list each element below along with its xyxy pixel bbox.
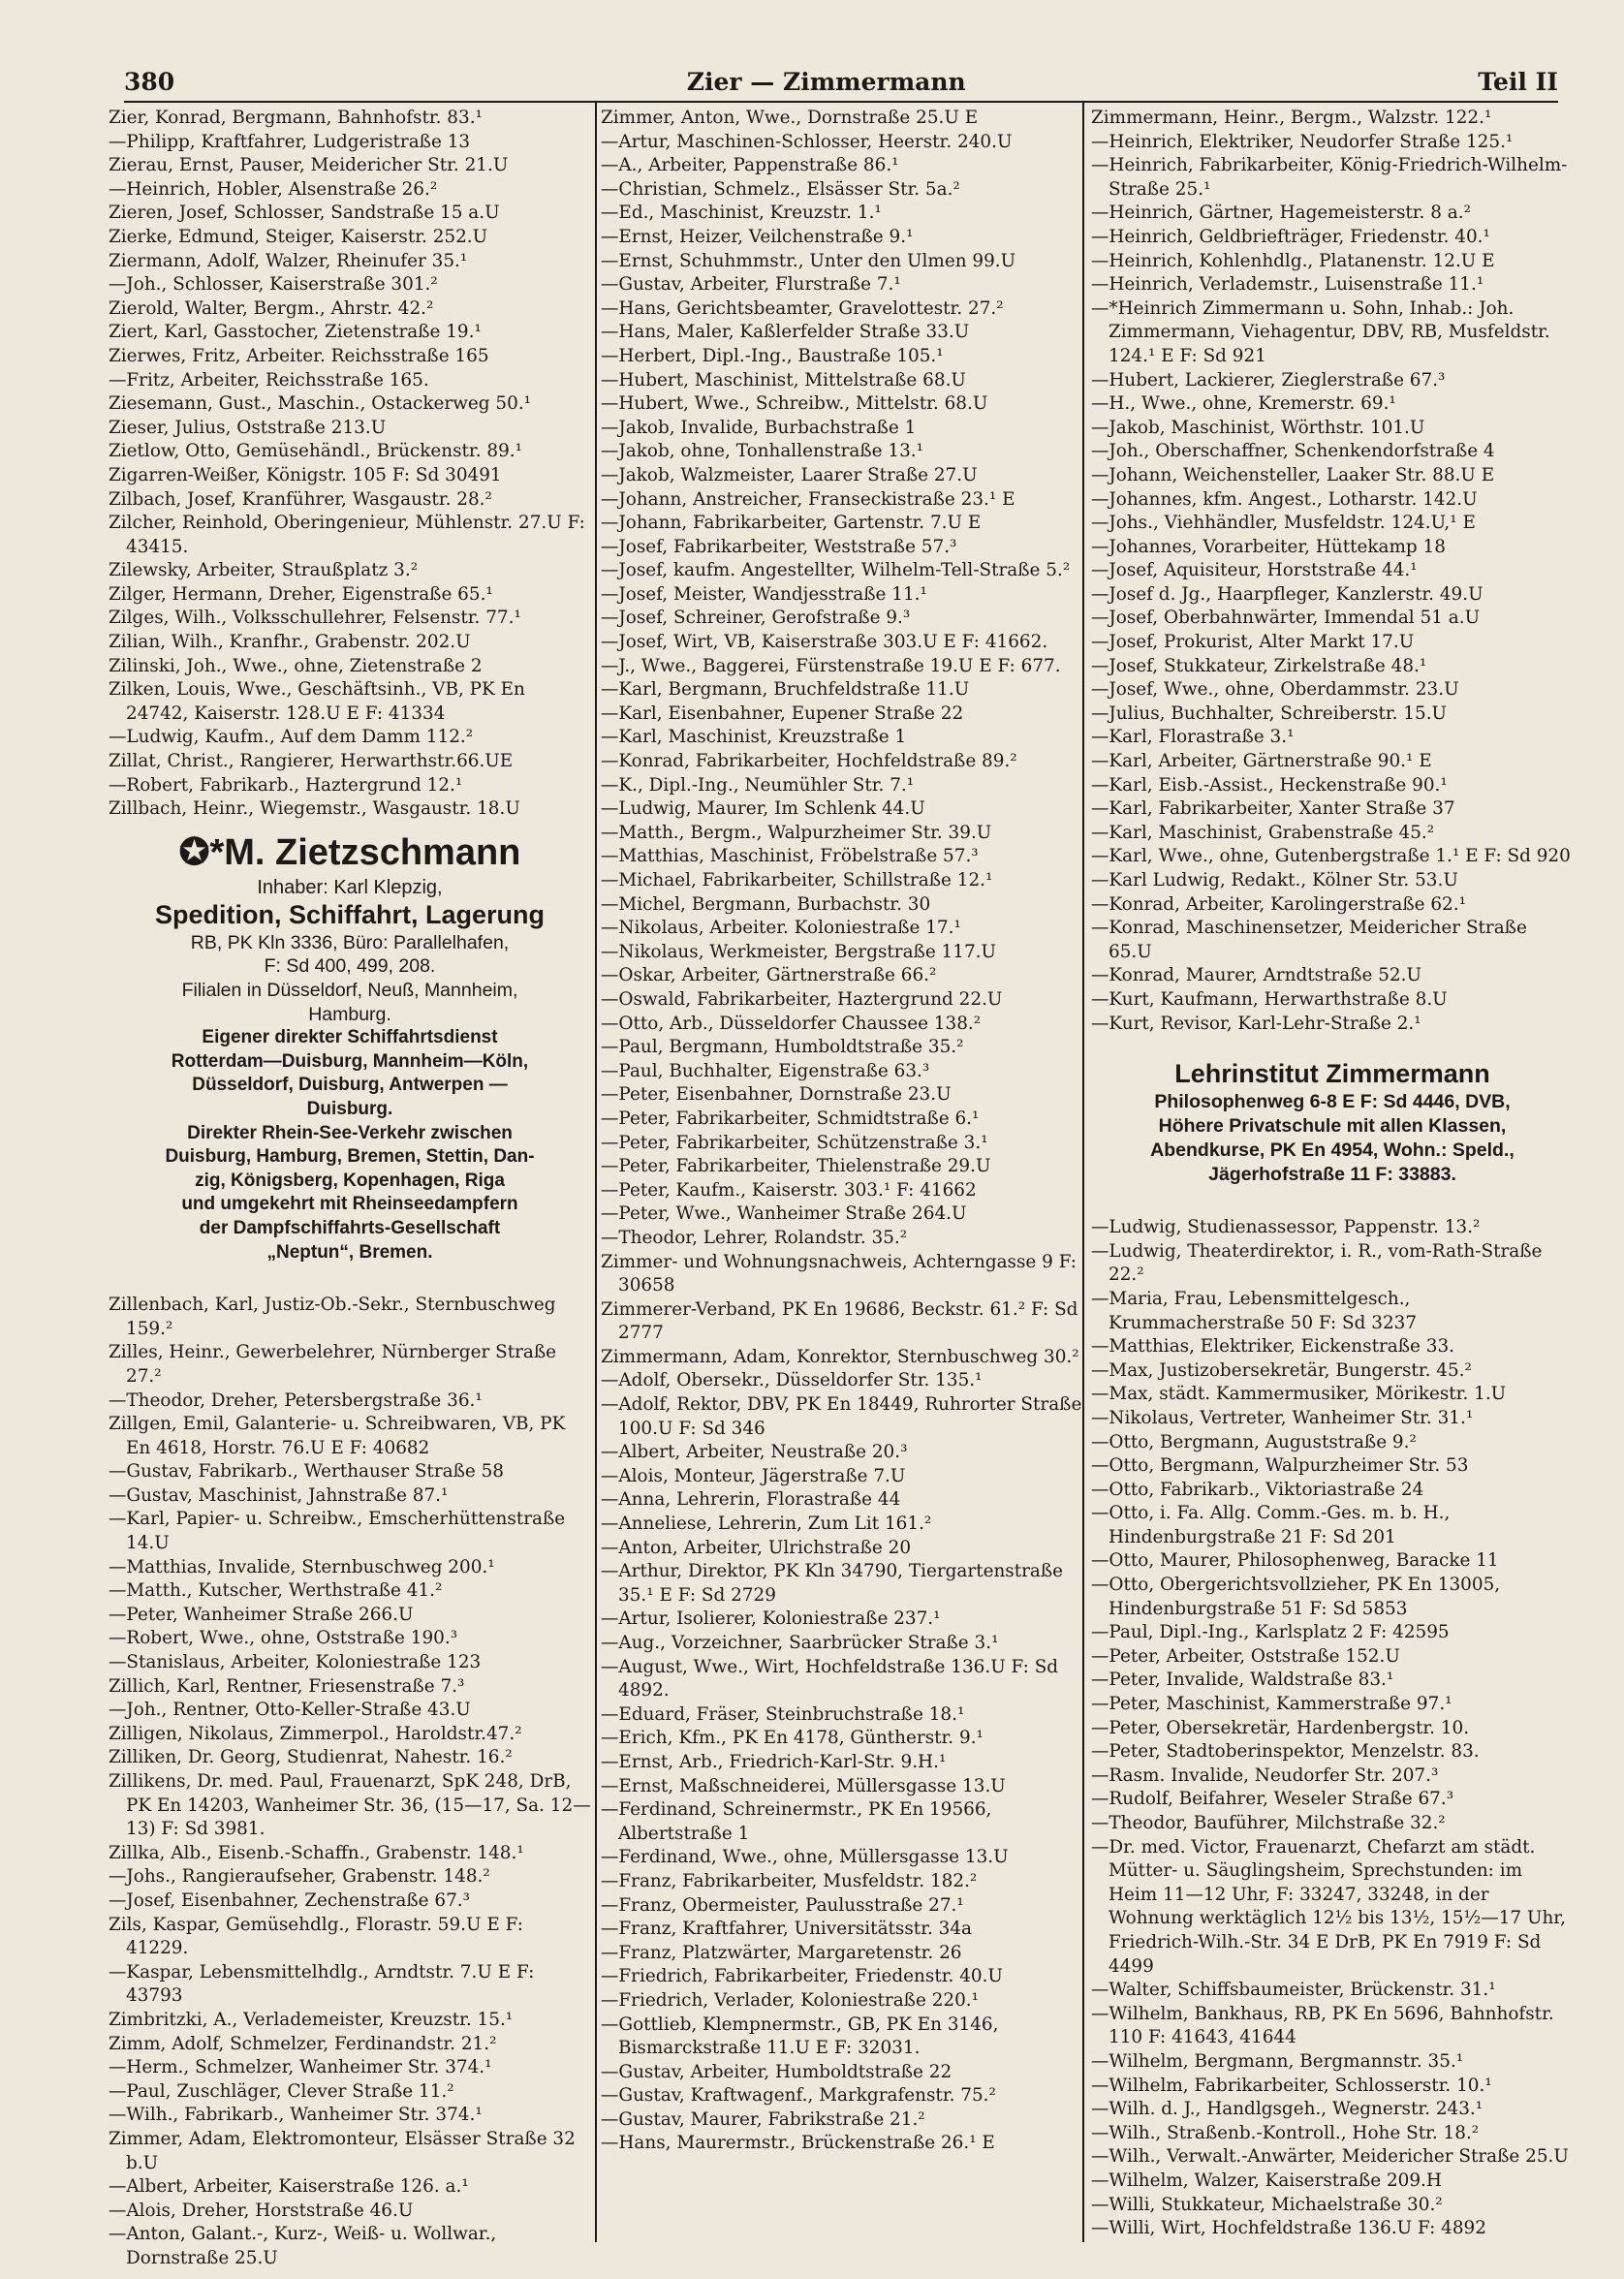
directory-entry: —Heinrich, Gärtner, Hagemeisterstr. 8 a.² (1091, 203, 1471, 224)
directory-entry: —Josef, Eisenbahner, Zechenstraße 67.³ (109, 1889, 470, 1911)
directory-entry: —Michael, Fabrikarbeiter, Schillstraße 12.¹ (601, 870, 993, 890)
directory-entry: Zieser, Julius, Oststraße 213.U (109, 417, 387, 438)
directory-entry: —Willi, Stukkateur, Michaelstraße 30.² (1091, 2194, 1443, 2215)
directory-entry: RB, PK Kln 3336, Büro: Parallelhafen, (190, 931, 510, 953)
directory-entry: —Josef, Oberbahnwärter, Immendal 51 a.U (1091, 608, 1481, 629)
column-2 (601, 107, 1083, 2248)
directory-entry: der Dampfschiffahrts-Gesellschaft (199, 1217, 501, 1238)
directory-entry: —Peter, Wanheimer Straße 266.U (109, 1604, 414, 1625)
directory-entry: —Max, städt. Kammermusiker, Mörikestr. 1.U (1091, 1384, 1507, 1405)
directory-entry: —Robert, Wwe., ohne, Oststraße 190.³ (109, 1628, 458, 1649)
directory-entry: —A., Arbeiter, Pappenstraße 86.¹ (601, 155, 899, 176)
directory-entry: —Karl, Florastraße 3.¹ (1091, 727, 1295, 748)
part-label: Teil II (1478, 68, 1558, 96)
directory-entry: Zillka, Alb., Eisenb.-Schaffn., Grabenstr. 148.¹ (109, 1842, 524, 1863)
directory-entry: Höhere Privatschule mit allen Klassen, (1158, 1115, 1507, 1138)
directory-entry: —Paul, Zuschläger, Clever Straße 11.² (109, 2080, 454, 2102)
directory-entry: —Adolf, Rektor, DBV, PK En 18449, Ruhrorter Straße 100.U F: Sd 346 (601, 1394, 1082, 1439)
directory-entry: Zilles, Heinr., Gewerbelehrer, Nürnberger Straße 27.² (109, 1342, 557, 1387)
directory-entry: —Theodor, Dreher, Petersbergstraße 36.¹ (109, 1389, 483, 1411)
directory-entry: —Kurt, Revisor, Karl-Lehr-Straße 2.¹ (1091, 1013, 1421, 1034)
directory-entry: —Peter, Wwe., Wanheimer Straße 264.U (601, 1203, 967, 1225)
directory-entry: —Peter, Kaufm., Kaiserstr. 303.¹ F: 41662 (601, 1179, 977, 1201)
directory-entry: —Konrad, Fabrikarbeiter, Hochfeldstraße 89.² (601, 751, 1017, 772)
directory-entry: —Michel, Bergmann, Burbachstr. 30 (601, 893, 931, 915)
directory-entry: —Friedrich, Fabrikarbeiter, Friedenstr. 40.U (601, 1966, 1003, 1987)
directory-entry: F: Sd 400, 499, 208. (264, 955, 436, 978)
directory-entry: Zillat, Christ., Rangierer, Herwarthstr.66.UE (109, 751, 514, 772)
directory-entry: —Jakob, Invalide, Burbachstraße 1 (601, 417, 917, 438)
directory-entry: —Karl, Arbeiter, Gärtnerstraße 90.¹ E (1091, 751, 1432, 772)
directory-entry: —Wilhelm, Fabrikarbeiter, Schlosserstr. 10.¹ (1091, 2075, 1492, 2096)
directory-entry: —Johannes, Vorarbeiter, Hüttekamp 18 (1091, 536, 1446, 557)
directory-entry: —Erich, Kfm., PK En 4178, Güntherstr. 9.¹ (601, 1728, 984, 1749)
directory-entry: —Paul, Buchhalter, Eigenstraße 63.³ (601, 1060, 930, 1081)
directory-entry: —Karl, Fabrikarbeiter, Xanter Straße 37 (1091, 798, 1455, 820)
directory-entry: —Peter, Fabrikarbeiter, Schützenstraße 3.¹ (601, 1132, 988, 1153)
directory-entry: —Josef, Wirt, VB, Kaiserstraße 303.U E F: 41662. (601, 632, 1048, 653)
directory-entry: Zils, Kaspar, Gemüsehdlg., Florastr. 59.U E F: 41229. (109, 1914, 523, 1959)
directory-entry: —Peter, Eisenbahner, Dornstraße 23.U (601, 1084, 952, 1106)
directory-entry: —Karl, Wwe., ohne, Gutenbergstraße 1.¹ E F: Sd 920 (1091, 846, 1571, 867)
directory-entry: —Karl, Eisenbahner, Eupener Straße 22 (601, 702, 964, 724)
directory-entry: —Herbert, Dipl.-Ing., Baustraße 105.¹ (601, 345, 944, 366)
directory-entry: —Heinrich, Geldbriefträger, Friedenstr. 40.¹ (1091, 226, 1490, 247)
directory-entry: Zimmer, Adam, Elektromonteur, Elsässer Straße 32 b.U (109, 2128, 576, 2173)
directory-entry: —Otto, Bergmann, Walpurzheimer Str. 53 (1091, 1455, 1469, 1477)
directory-entry: —Christian, Schmelz., Elsässer Str. 5a.² (601, 178, 960, 200)
directory-entry: Hamburg. (308, 1003, 391, 1025)
directory-entry: —Karl, Eisb.-Assist., Heckenstraße 90.¹ (1091, 774, 1448, 796)
directory-entry: —Anton, Arbeiter, Ulrichstraße 20 (601, 1537, 912, 1558)
directory-entry: —K., Dipl.-Ing., Neumühler Str. 7.¹ (601, 774, 915, 796)
directory-entry: —Otto, Bergmann, Auguststraße 9.² (1091, 1431, 1417, 1452)
directory-entry: —Theodor, Bauführer, Milchstraße 32.² (1091, 1813, 1446, 1833)
directory-entry: —Anton, Galant.-, Kurz-, Weiß- u. Wollwar., Dornstraße 25.U (109, 2224, 497, 2268)
directory-entry: —Ferdinand, Wwe., ohne, Müllersgasse 13.U (601, 1847, 1009, 1868)
directory-entry: Rotterdam—Duisburg, Mannheim—Köln, (171, 1050, 529, 1072)
directory-entry: —Joh., Schlosser, Kaiserstraße 301.² (109, 274, 438, 296)
directory-entry: Zimm, Adolf, Schmelzer, Ferdinandstr. 21.² (109, 2033, 497, 2054)
directory-entry: —Wilh., Fabrikarb., Wanheimer Str. 374.¹ (109, 2105, 483, 2126)
directory-entry: —Karl, Bergmann, Bruchfeldstraße 11.U (601, 679, 970, 701)
directory-entry: —Konrad, Maschinensetzer, Meidericher Straße 65.U (1091, 918, 1527, 962)
directory-entry: —Franz, Kraftfahrer, Universitätsstr. 34a (601, 1919, 973, 1940)
directory-entry: —Gustav, Arbeiter, Humboldtstraße 22 (601, 2061, 953, 2082)
directory-entry: Zimmer, Anton, Wwe., Dornstraße 25.U E (601, 108, 979, 128)
directory-entry: —Matth., Bergm., Walpurzheimer Str. 39.U (601, 822, 992, 843)
directory-entry: —Ludwig, Theaterdirektor, i. R., vom-Rath-Straße 22.² (1091, 1240, 1543, 1286)
directory-entry: —Jakob, Walzmeister, Laarer Straße 27.U (601, 464, 978, 485)
directory-entry: —Gustav, Arbeiter, Flurstraße 7.¹ (601, 274, 901, 296)
directory-entry: —Nikolaus, Werkmeister, Bergstraße 117.U (601, 941, 997, 962)
directory-entry: Philosophenweg 6-8 E F: Sd 4446, DVB, (1154, 1091, 1511, 1113)
directory-entry: —Herm., Schmelzer, Wanheimer Str. 374.¹ (109, 2057, 492, 2078)
page-number: 380 (124, 68, 175, 96)
directory-entry: Zilligen, Nikolaus, Zimmerpol., Haroldstr.47.² (109, 1723, 522, 1744)
directory-entry: —Wilhelm, Walzer, Kaiserstraße 209.H (1091, 2170, 1442, 2191)
directory-entry: —Robert, Fabrikarb., Haztergrund 12.¹ (109, 774, 463, 796)
directory-entry: Eigener direkter Schiffahrtsdienst (202, 1027, 498, 1048)
directory-entry: —Matthias, Invalide, Sternbuschweg 200.¹ (109, 1556, 495, 1577)
directory-entry: —Stanislaus, Arbeiter, Koloniestraße 123 (109, 1652, 482, 1673)
directory-entry: —Heinrich, Kohlenhdlg., Platanenstr. 12.U E (1091, 250, 1495, 271)
directory-entry: —Hans, Gerichtsbeamter, Gravelottestr. 27.² (601, 297, 1004, 319)
directory-entry: —*Heinrich Zimmermann u. Sohn, Inhab.: Joh. Zimmermann, Viehagentur, DBV, RB, Musfeldstr. 124.¹ E F: Sd 921 (1091, 297, 1550, 366)
directory-entry: —Paul, Bergmann, Humboldtstraße 35.² (601, 1037, 964, 1058)
page-header (124, 68, 1558, 101)
directory-entry: —Ernst, Maßschneiderei, Müllersgasse 13.U (601, 1775, 1006, 1796)
directory-entry: —Ludwig, Studienassessor, Pappenstr. 13.² (1091, 1217, 1481, 1238)
directory-entry: Zimmer- und Wohnungsnachweis, Achterngasse 9 F: 30658 (601, 1251, 1077, 1296)
directory-entry: Zillikens, Dr. med. Paul, Frauenarzt, SpK 248, DrB, PK En 14203, Wanheimer Str. 36, (15—17, Sa. 12—13) F: Sd 3981. (109, 1771, 591, 1840)
directory-entry: Zietlow, Otto, Gemüsehändl., Brückenstr. 89.¹ (109, 441, 523, 462)
directory-entry: Zilcher, Reinhold, Oberingenieur, Mühlenstr. 27.U F: 43415. (109, 513, 585, 557)
directory-entry: —Dr. med. Victor, Frauenarzt, Chefarzt am städt. Mütter- u. Säuglingsheim, Sprechstunden: im Heim 11—12 Uhr, F: 33247, 33248, in der Wohnung werktäglich 12½ bis 13½, 15½—17 Uhr, Friedrich-Wilh.-Str. 34 E DrB, PK En 7919 F: Sd 4499 (1091, 1836, 1566, 1977)
directory-entry: —Peter, Invalide, Waldstraße 83.¹ (1091, 1670, 1394, 1691)
column-divider (595, 101, 597, 2242)
directory-entry: —Adolf, Obersekr., Düsseldorfer Str. 135.¹ (601, 1370, 983, 1391)
directory-entry: —Konrad, Arbeiter, Karolingerstraße 62.¹ (1091, 893, 1466, 915)
directory-entry: Düsseldorf, Duisburg, Antwerpen — (192, 1075, 508, 1096)
directory-entry: —Fritz, Arbeiter, Reichsstraße 165. (109, 369, 429, 390)
directory-entry: Zimbritzki, A., Verlademeister, Kreuzstr. 15.¹ (109, 2009, 514, 2030)
directory-entry: —Julius, Buchhalter, Schreiberstr. 15.U (1091, 702, 1448, 724)
directory-entry: —Ferdinand, Schreinermstr., PK En 19566, Albertstraße 1 (601, 1799, 992, 1844)
directory-entry: —J., Wwe., Baggerei, Fürstenstraße 19.U E F: 677. (601, 655, 1061, 676)
directory-entry: —Josef, Meister, Wandjesstraße 11.¹ (601, 583, 927, 605)
advertisement-lehrinstitut (1091, 1057, 1574, 1187)
ad-headline: Spedition, Schiffahrt, Lagerung (154, 899, 545, 929)
directory-entry: —Max, Justizobersekretär, Bungerstr. 45.² (1091, 1359, 1472, 1381)
ad-lines (1091, 1090, 1574, 1187)
directory-entry: —Ernst, Heizer, Veilchenstraße 9.¹ (601, 226, 914, 247)
directory-entry: Zillich, Karl, Rentner, Friesenstraße 7.³ (109, 1675, 465, 1697)
directory-entry: Zilinski, Joh., Wwe., ohne, Zietenstraße 2 (109, 655, 483, 676)
entry-list (109, 107, 591, 822)
directory-entry: —Peter, Fabrikarbeiter, Schmidtstraße 6.¹ (601, 1108, 980, 1129)
directory-entry: Ziermann, Adolf, Walzer, Rheinufer 35.¹ (109, 250, 468, 271)
directory-entry: Duisburg. (306, 1098, 393, 1119)
directory-entry: —Otto, Obergerichtsvollzieher, PK En 13005, Hindenburgstraße 51 F: Sd 5853 (1091, 1575, 1501, 1619)
directory-entry: —Gustav, Fabrikarb., Werthauser Straße 58 (109, 1461, 504, 1483)
directory-entry: Jägerhofstraße 11 F: 33883. (1208, 1164, 1456, 1186)
directory-entry: —Aug., Vorzeichner, Saarbrücker Straße 3.¹ (601, 1633, 999, 1653)
directory-entry: —Walter, Schiffsbaumeister, Brückenstr. 31.¹ (1091, 1980, 1496, 2001)
directory-entry: —Heinrich, Elektriker, Neudorfer Straße 125.¹ (1091, 131, 1514, 152)
directory-entry: —Rudolf, Beifahrer, Weseler Straße 67.³ (1091, 1789, 1454, 1810)
directory-entry: —Josef, Prokurist, Alter Markt 17.U (1091, 632, 1415, 653)
directory-entry: —Heinrich, Verlademstr., Luisenstraße 11.¹ (1091, 274, 1484, 296)
directory-entry: —Willi, Wirt, Hochfeldstraße 136.U F: 4892 (1091, 2218, 1486, 2239)
directory-entry: —Eduard, Fräser, Steinbruchstraße 18.¹ (601, 1703, 965, 1725)
directory-entry: —Gustav, Maurer, Fabrikstraße 21.² (601, 2108, 925, 2130)
directory-entry: —Konrad, Maurer, Arndtstraße 52.U (1091, 965, 1421, 986)
directory-entry: Ziert, Karl, Gasstocher, Zietenstraße 19.¹ (109, 322, 482, 343)
directory-entry: —Artur, Isolierer, Koloniestraße 237.¹ (601, 1608, 941, 1630)
directory-entry: Zierau, Ernst, Pauser, Meidericher Str. 21.U (109, 155, 509, 176)
advertisement-zietzschmann (109, 829, 591, 1264)
directory-entry: —Gustav, Kraftwagenf., Markgrafenstr. 75.² (601, 2085, 996, 2107)
directory-entry: Zilken, Louis, Wwe., Geschäftsinh., VB, PK En 24742, Kaiserstr. 128.U E F: 41334 (109, 679, 525, 724)
directory-entry: —Gustav, Maschinist, Jahnstraße 87.¹ (109, 1484, 449, 1506)
directory-entry: —Josef, Aquisiteur, Horststraße 44.¹ (1091, 560, 1418, 581)
ad-company-name: ✪*M. Zietzschmann (178, 831, 521, 873)
directory-entry: —Josef, Wwe., ohne, Oberdammstr. 23.U (1091, 679, 1459, 701)
directory-entry: Zilliken, Dr. Georg, Studienrat, Nahestr. 16.² (109, 1747, 513, 1768)
directory-entry: —Franz, Fabrikarbeiter, Musfeldstr. 182.² (601, 1870, 978, 1891)
directory-entry: Zier, Konrad, Bergmann, Bahnhofstr. 83.¹ (109, 108, 483, 128)
directory-entry: —Josef d. Jg., Haarpfleger, Kanzlerstr. 49.U (1091, 583, 1483, 605)
directory-entry: —Peter, Arbeiter, Oststraße 152.U (1091, 1645, 1400, 1667)
directory-entry: Abendkurse, PK En 4954, Wohn.: Speld., (1150, 1140, 1515, 1162)
directory-entry: Zieren, Josef, Schlosser, Sandstraße 15 a.U (109, 203, 500, 224)
directory-entry: —Matth., Kutscher, Werthstraße 41.² (109, 1580, 443, 1602)
directory-entry: Zilian, Wilh., Kranfhr., Grabenstr. 202.U (109, 632, 471, 653)
directory-entry: —Peter, Fabrikarbeiter, Thielenstraße 29.U (601, 1156, 991, 1177)
directory-entry: Zillenbach, Karl, Justiz-Ob.-Sekr., Sternbuschweg 159.² (109, 1295, 556, 1339)
directory-entry: —Johs., Viehhändler, Musfeldstr. 124.U,¹ E (1091, 513, 1476, 534)
directory-entry: —Wilh., Verwalt.-Anwärter, Meidericher Straße 25.U (1091, 2146, 1569, 2168)
directory-entry: —Nikolaus, Arbeiter. Koloniestraße 17.¹ (601, 918, 961, 939)
directory-entry: Zierold, Walter, Bergm., Ahrstr. 42.² (109, 297, 434, 319)
directory-entry: —Josef, Stukkateur, Zirkelstraße 48.¹ (1091, 655, 1427, 676)
directory-entry: —Franz, Platzwärter, Margaretenstr. 26 (601, 1942, 962, 1963)
directory-entry: —Alois, Dreher, Horststraße 46.U (109, 2200, 414, 2221)
directory-entry: —Ernst, Arb., Friedrich-Karl-Str. 9.H.¹ (601, 1751, 947, 1772)
directory-entry: „Neptun“, Bremen. (266, 1241, 433, 1263)
directory-entry: Zilewsky, Arbeiter, Straußplatz 3.² (109, 560, 419, 581)
directory-entry: —Artur, Maschinen-Schlosser, Heerstr. 240.U (601, 131, 1013, 152)
column-3 (1091, 107, 1574, 2248)
entry-list (109, 1294, 591, 2270)
directory-entry: —Heinrich, Hobler, Alsenstraße 26.² (109, 178, 438, 200)
directory-entry: —Johannes, kfm. Angest., Lotharstr. 142.U (1091, 488, 1478, 510)
directory-entry: —Albert, Arbeiter, Neustraße 20.³ (601, 1442, 908, 1463)
directory-entry: —Rasm. Invalide, Neudorfer Str. 207.³ (1091, 1764, 1439, 1786)
directory-entry: —Anna, Lehrerin, Florastraße 44 (601, 1489, 901, 1511)
directory-entry: —August, Wwe., Wirt, Hochfeldstraße 136.U F: Sd 4892. (601, 1656, 1059, 1701)
ad-lines-2 (109, 1026, 591, 1264)
directory-entry: —Ludwig, Kaufm., Auf dem Damm 112.² (109, 727, 474, 748)
directory-entry: —Theodor, Lehrer, Rolandstr. 35.² (601, 1227, 908, 1248)
directory-entry: —Otto, Fabrikarb., Viktoriastraße 24 (1091, 1479, 1424, 1500)
directory-entry: —Heinrich, Fabrikarbeiter, König-Friedrich-Wilhelm-Straße 25.¹ (1091, 155, 1568, 200)
directory-entry: —Albert, Arbeiter, Kaiserstraße 126. a.¹ (109, 2176, 469, 2198)
directory-entry: —Philipp, Kraftfahrer, Ludgeristraße 13 (109, 131, 471, 152)
directory-entry: —Ludwig, Maurer, Im Schlenk 44.U (601, 798, 925, 820)
directory-entry: —H., Wwe., ohne, Kremerstr. 69.¹ (1091, 393, 1396, 415)
directory-entry: —Jakob, Maschinist, Wörthstr. 101.U (1091, 417, 1425, 438)
ad-institute-name: Lehrinstitut Zimmermann (1174, 1059, 1490, 1089)
ad-owner: Inhaber: Karl Klepzig, (257, 876, 443, 898)
directory-entry: —Friedrich, Verlader, Koloniestraße 220.¹ (601, 1989, 980, 2011)
directory-entry: zig, Königsberg, Kopenhagen, Riga (195, 1170, 505, 1191)
directory-entry: —Peter, Obersekretär, Hardenbergstr. 10. (1091, 1717, 1470, 1738)
directory-entry: —Jakob, ohne, Tonhallenstraße 13.¹ (601, 441, 924, 462)
directory-entry: —Paul, Dipl.-Ing., Karlsplatz 2 F: 42595 (1091, 1622, 1450, 1643)
directory-entry: —Johann, Anstreicher, Franseckistraße 23.¹ E (601, 488, 1015, 510)
directory-entry: —Peter, Stadtoberinspektor, Menzelstr. 83. (1091, 1741, 1480, 1763)
directory-entry: —Matthias, Elektriker, Eickenstraße 33. (1091, 1336, 1454, 1358)
directory-entry: —Karl, Maschinist, Grabenstraße 45.² (1091, 822, 1435, 843)
directory-entry: —Franz, Obermeister, Paulusstraße 27.¹ (601, 1894, 964, 1916)
directory-entry: Zierke, Edmund, Steiger, Kaiserstr. 252.U (109, 226, 488, 247)
directory-entry: —Kaspar, Lebensmittelhdlg., Arndtstr. 7.U E F: 43793 (109, 1961, 535, 2007)
directory-entry: Ziesemann, Gust., Maschin., Ostackerweg 50.¹ (109, 393, 532, 415)
directory-entry: Zilger, Hermann, Dreher, Eigenstraße 65.¹ (109, 583, 493, 605)
directory-entry: —Karl, Papier- u. Schreibw., Emscherhüttenstraße 14.U (109, 1509, 566, 1554)
directory-entry: —Arthur, Direktor, PK Kln 34790, Tiergartenstraße 35.¹ E F: Sd 2729 (601, 1561, 1064, 1606)
directory-entry: —Ernst, Schuhmmstr., Unter den Ulmen 99.U (601, 250, 1016, 271)
directory-entry: —Joh., Oberschaffner, Schenkendorfstraße 4 (1091, 441, 1495, 462)
directory-entry: —Karl Ludwig, Redakt., Kölner Str. 53.U (1091, 870, 1458, 890)
directory-entry: —Matthias, Maschinist, Fröbelstraße 57.³ (601, 846, 979, 867)
directory-entry: Zilges, Wilh., Volksschullehrer, Felsenstr. 77.¹ (109, 608, 521, 629)
entry-list (601, 107, 1083, 2156)
directory-entry: —Josef, Schreiner, Gerofstraße 9.³ (601, 608, 911, 629)
directory-entry: Zimmermann, Heinr., Bergm., Walzstr. 122.¹ (1091, 108, 1492, 128)
entry-list (1091, 1216, 1574, 2241)
directory-entry: Zierwes, Fritz, Arbeiter. Reichsstraße 165 (109, 345, 489, 366)
directory-entry: —Alois, Monteur, Jägerstraße 7.U (601, 1465, 906, 1486)
directory-entry: und umgekehrt mit Rheinseedampfern (181, 1194, 518, 1215)
directory-entry: Zimmerer-Verband, PK En 19686, Beckstr. 61.² F: Sd 2777 (601, 1298, 1078, 1344)
directory-entry: —Johs., Rangieraufseher, Grabenstr. 148.² (109, 1866, 490, 1888)
directory-entry: —Wilh. d. J., Handlgsgeh., Wegnerstr. 243.¹ (1091, 2099, 1483, 2120)
directory-entry: —Josef, kaufm. Angestellter, Wilhelm-Tell-Straße 5.² (601, 560, 1071, 581)
directory-entry: —Johann, Weichensteller, Laaker Str. 88.U E (1091, 464, 1495, 485)
directory-entry: —Josef, Fabrikarbeiter, Weststraße 57.³ (601, 536, 957, 557)
directory-entry: —Otto, i. Fa. Allg. Comm.-Ges. m. b. H., Hindenburgstraße 21 F: Sd 201 (1091, 1503, 1451, 1547)
directory-entry: —Otto, Arb., Düsseldorfer Chaussee 138.² (601, 1013, 982, 1034)
directory-entry: —Wilhelm, Bankhaus, RB, PK En 5696, Bahnhofstr. 110 F: 41643, 41644 (1091, 2003, 1554, 2048)
directory-entry: Direkter Rhein-See-Verkehr zwischen (187, 1122, 513, 1143)
column-1 (109, 107, 591, 2268)
directory-entry: —Hubert, Maschinist, Mittelstraße 68.U (601, 369, 966, 390)
directory-entry: —Maria, Frau, Lebensmittelgesch., Krummacherstraße 50 F: Sd 3237 (1091, 1288, 1418, 1333)
directory-entry: —Peter, Maschinist, Kammerstraße 97.¹ (1091, 1694, 1452, 1715)
directory-entry: —Nikolaus, Vertreter, Wanheimer Str. 31.¹ (1091, 1407, 1474, 1428)
directory-entry: —Otto, Maurer, Philosophenweg, Baracke 11 (1091, 1550, 1499, 1572)
directory-entry: —Hubert, Lackierer, Zieglerstraße 67.³ (1091, 369, 1446, 390)
directory-entry: —Wilh., Straßenb.-Kontroll., Hohe Str. 18.² (1091, 2122, 1480, 2143)
directory-entry: —Hans, Maurermstr., Brückenstraße 26.¹ E (601, 2133, 995, 2154)
directory-entry: —Karl, Maschinist, Kreuzstraße 1 (601, 727, 907, 748)
directory-entry: —Oswald, Fabrikarbeiter, Haztergrund 22.U (601, 988, 1003, 1010)
directory-entry: —Hubert, Wwe., Schreibw., Mittelstr. 68.U (601, 393, 988, 415)
ad-lines (109, 931, 591, 1026)
directory-entry: —Anneliese, Lehrerin, Zum Lit 161.² (601, 1514, 932, 1535)
directory-entry: Duisburg, Hamburg, Bremen, Stettin, Dan- (165, 1146, 535, 1168)
directory-entry: —Kurt, Kaufmann, Herwarthstraße 8.U (1091, 988, 1448, 1010)
directory-entry: Filialen in Düsseldorf, Neuß, Mannheim, (181, 980, 518, 1001)
directory-entry: —Joh., Rentner, Otto-Keller-Straße 43.U (109, 1700, 471, 1721)
directory-entry: Zillbach, Heinr., Wiegemstr., Wasgaustr. 18.U (109, 798, 520, 820)
directory-entry: Zimmermann, Adam, Konrektor, Sternbuschweg 30.² (601, 1346, 1079, 1367)
directory-entry: —Wilhelm, Bergmann, Bergmannstr. 35.¹ (1091, 2050, 1464, 2072)
directory-entry: Zilbach, Josef, Kranführer, Wasgaustr. 28.² (109, 488, 492, 510)
directory-entry: —Ed., Maschinist, Kreuzstr. 1.¹ (601, 203, 882, 224)
directory-entry: Zigarren-Weißer, Königstr. 105 F: Sd 30491 (109, 464, 502, 485)
directory-entry: Zillgen, Emil, Galanterie- u. Schreibwaren, VB, PK En 4618, Horstr. 76.U E F: 40682 (109, 1414, 566, 1458)
header-rule (124, 101, 1558, 103)
directory-entry: —Johann, Fabrikarbeiter, Gartenstr. 7.U E (601, 513, 982, 534)
directory-entry: —Hans, Maler, Kaßlerfelder Straße 33.U (601, 322, 970, 343)
directory-entry: —Oskar, Arbeiter, Gärtnerstraße 66.² (601, 965, 937, 986)
running-title: Zier — Zimmermann (686, 68, 966, 96)
entry-list (1091, 107, 1574, 1036)
directory-entry: —Gottlieb, Klempnermstr., GB, PK En 3146, Bismarckstraße 11.U E F: 32031. (601, 2014, 999, 2059)
